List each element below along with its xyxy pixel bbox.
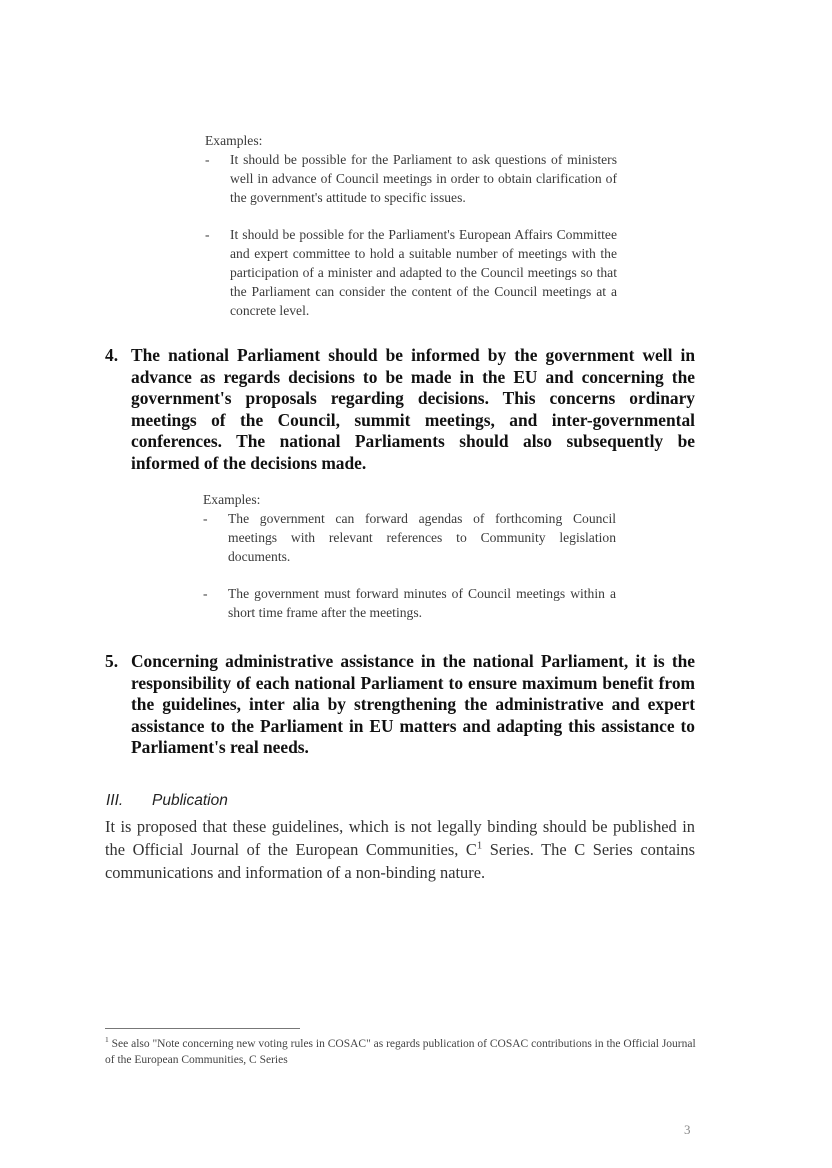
example-item: - It should be possible for the Parliament's European Affairs Committee and expert committee to hold a suitable number of meetings with the participation of a minister and adapted to the Council meetings so that the Parliament can consider the content of the Council meetings at a concrete level.: [205, 227, 617, 318]
paragraph-text: It is proposed that these guidelines, which is not legally binding should be published in the Official Journal of the European Communities, C: [105, 817, 695, 859]
example-item: - It should be possible for the Parliament to ask questions of ministers well in advance of Council meetings in order to obtain clarification of the government's attitude to specific issues.: [205, 152, 617, 205]
example-text: The government can forward agendas of forthcoming Council meetings with relevant references to Community legislation documents.: [228, 511, 616, 564]
section-heading: [106, 792, 228, 810]
example-text: The government must forward minutes of Council meetings within a short time frame after the meetings.: [228, 586, 616, 620]
footnote-separator: [105, 1028, 300, 1029]
footnote-text: See also "Note concerning new voting rules in COSAC" as regards publication of COSAC contributions in the Official Journal of the European Communities, C Series: [105, 1038, 696, 1066]
guideline-point-4: [105, 345, 695, 474]
examples-label: Examples:: [203, 492, 261, 507]
footnote-reference: 1: [476, 840, 483, 852]
publication-paragraph: [105, 815, 695, 884]
example-item: - The government can forward agendas of forthcoming Council meetings with relevant references to Community legislation documents.: [203, 511, 616, 564]
examples-label: Examples:: [205, 133, 263, 148]
page-number: 3: [684, 1122, 691, 1137]
examples-block: [205, 131, 617, 320]
section-number: III.: [106, 792, 124, 809]
point-text: The national Parliament should be informed by the government well in advance as regards decisions to be made in the EU and concerning the government's proposals regarding decisions. This concerns ordinary meetings of the Council, summit meetings, and inter-governmental conferences. The national Parliaments should also subsequently be informed of the decisions made.: [131, 345, 695, 473]
point-text: Concerning administrative assistance in the national Parliament, it is the responsibility of each national Parliament to ensure maximum benefit from the guidelines, inter alia by strengthening the administrative and expert assistance to the Parliament in EU matters and adapting this assistance to Parliament's real needs.: [131, 651, 695, 757]
example-item: - The government must forward minutes of Council meetings within a short time frame after the meetings.: [203, 586, 616, 620]
examples-block: [203, 490, 616, 622]
section-title: Publication: [152, 792, 228, 809]
point-number: 4.: [105, 345, 119, 365]
footnote-marker: 1: [105, 1035, 109, 1045]
paragraph-text: Series. The C Series contains communications and information of a non-binding nature.: [105, 840, 695, 882]
guideline-point-5: [105, 651, 695, 759]
example-text: It should be possible for the Parliament's European Affairs Committee and expert committee to hold a suitable number of meetings with the participation of a minister and adapted to the Council meetings so that the Parliament can consider the content of the Council meetings at a concrete level.: [230, 227, 617, 318]
example-text: It should be possible for the Parliament to ask questions of ministers well in advance of Council meetings in order to obtain clarification of the government's attitude to specific issues.: [230, 152, 617, 205]
footnote: [105, 1036, 705, 1068]
point-number: 5.: [105, 651, 119, 671]
